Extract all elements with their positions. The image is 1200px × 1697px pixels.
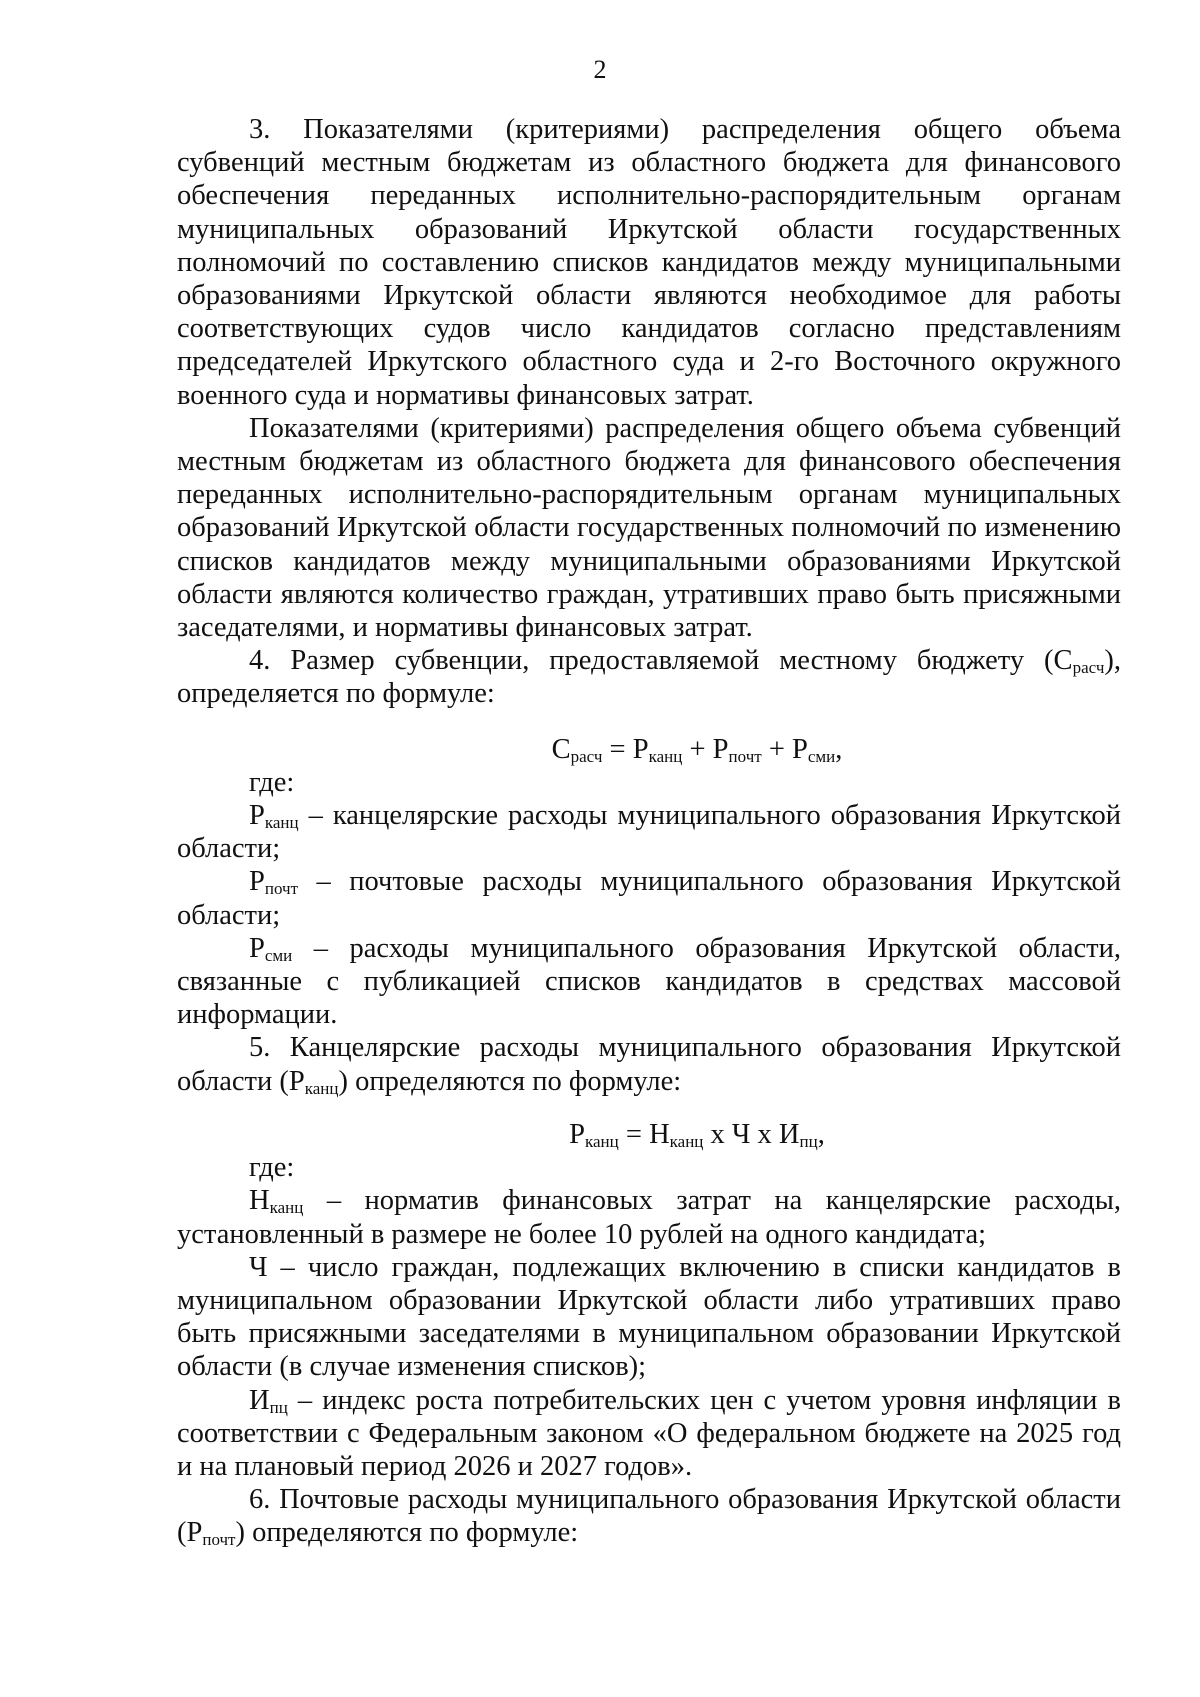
- definition-text: – индекс роста потребительских цен с учетом уровня инфляции в соответствии с Федеральным законом «О федеральном бюджете на 2025 год и на плановый период 2026 и 2027 годов».: [177, 1384, 1121, 1482]
- definition-text: – расходы муниципального образования Иркутской области, связанные с публикацией списков кандидатов в средствах массовой информации.: [177, 932, 1121, 1031]
- subscript: пц: [269, 1397, 288, 1417]
- formula-kanc: [177, 1118, 1121, 1151]
- definition-symbol: Р: [249, 932, 265, 964]
- section-5-intro: [177, 1031, 1121, 1097]
- definition-symbol: И: [249, 1384, 270, 1416]
- definition-ch: Ч – число граждан, подлежащих включению в списки кандидатов в муниципальном образовании Иркутской области либо утративших право быть присяжными заседателями в муниципальном образовании Иркутской области (в случае изменения списков);: [177, 1251, 1121, 1383]
- subscript: канц: [669, 1131, 704, 1151]
- formula-symbol: Р: [569, 1118, 585, 1150]
- definition-text: – канцелярские расходы муниципального образования Иркутской области;: [177, 800, 1121, 865]
- subscript: расч: [570, 746, 603, 766]
- formula-operator: х Ч х И: [703, 1118, 800, 1150]
- spacer: [177, 1098, 1121, 1118]
- subscript: почт: [202, 1530, 236, 1550]
- section-4-intro: [177, 644, 1121, 710]
- page-number: 2: [593, 55, 607, 84]
- definition-p-pocht: [177, 865, 1121, 931]
- subscript: канц: [269, 1198, 304, 1218]
- definition-symbol: Н: [249, 1185, 270, 1217]
- formula-end: ,: [835, 733, 843, 765]
- document-body: [177, 113, 1121, 1550]
- definition-p-smi: [177, 932, 1121, 1032]
- subscript: сми: [264, 945, 293, 965]
- subscript: канц: [304, 1078, 339, 1098]
- text-run: 4. Размер субвенции, предоставляемой местному бюджету (С: [249, 645, 1073, 677]
- definition-symbol: Р: [249, 800, 265, 832]
- formula-operator: + Р: [682, 733, 729, 765]
- text-run: ), определяется по формуле:: [177, 645, 1121, 710]
- subscript: канц: [585, 1131, 619, 1151]
- subscript: расч: [1072, 658, 1105, 678]
- subscript: пц: [799, 1131, 818, 1151]
- formula-end: ,: [817, 1118, 825, 1150]
- subscript: почт: [728, 746, 762, 766]
- subscript: канц: [648, 746, 683, 766]
- subscript: сми: [807, 746, 836, 766]
- text-run: 5. Канцелярские расходы муниципального образования Иркутской области (Р: [177, 1032, 1121, 1097]
- formula-operator: + Р: [761, 733, 808, 765]
- formula-subvention: [177, 733, 1121, 766]
- definition-text: – почтовые расходы муниципального образования Иркутской области;: [177, 866, 1121, 931]
- definition-i-pc: [177, 1384, 1121, 1484]
- text-run: ) определяются по формуле:: [235, 1517, 579, 1549]
- definition-text: – норматив финансовых затрат на канцелярские расходы, установленный в размере не более 10 рублей на одного кандидата;: [177, 1185, 1121, 1250]
- section-3-paragraph-2: Показателями (критериями) распределения общего объема субвенций местным бюджетам из областного бюджета для финансового обеспечения переданных исполнительно-распорядительным органам муниципальных образований Иркутской области государственных полномочий по изменению списков кандидатов между муниципальными образованиями Иркутской области являются количество граждан, утративших право быть присяжными заседателями, и нормативы финансовых затрат.: [177, 412, 1121, 644]
- text-run: ) определяются по формуле:: [338, 1065, 682, 1097]
- definition-n-kanc: [177, 1184, 1121, 1250]
- formula-operator: = Р: [602, 733, 649, 765]
- definition-symbol: Р: [249, 866, 265, 898]
- section-3-paragraph-1: 3. Показателями (критериями) распределения общего объема субвенций местным бюджетам из областного бюджета для финансового обеспечения переданных исполнительно-распорядительным органам муниципальных образований Иркутской области государственных полномочий по составлению списков кандидатов между муниципальными образованиями Иркутской области являются необходимое для работы соответствующих судов число кандидатов согласно представлениям председателей Иркутского областного суда и 2-го Восточного окружного военного суда и нормативы финансовых затрат.: [177, 114, 1121, 411]
- formula-operator: = Н: [618, 1118, 670, 1150]
- where-label: где:: [249, 766, 295, 798]
- definition-p-kanc: [177, 799, 1121, 865]
- text-run: 6. Почтовые расходы муниципального образования Иркутской области (Р: [177, 1484, 1121, 1549]
- subscript: канц: [264, 813, 299, 833]
- where-label: где:: [249, 1152, 295, 1184]
- spacer: [177, 711, 1121, 733]
- section-6-intro: [177, 1483, 1121, 1549]
- subscript: почт: [264, 879, 298, 899]
- formula-symbol: С: [551, 733, 571, 765]
